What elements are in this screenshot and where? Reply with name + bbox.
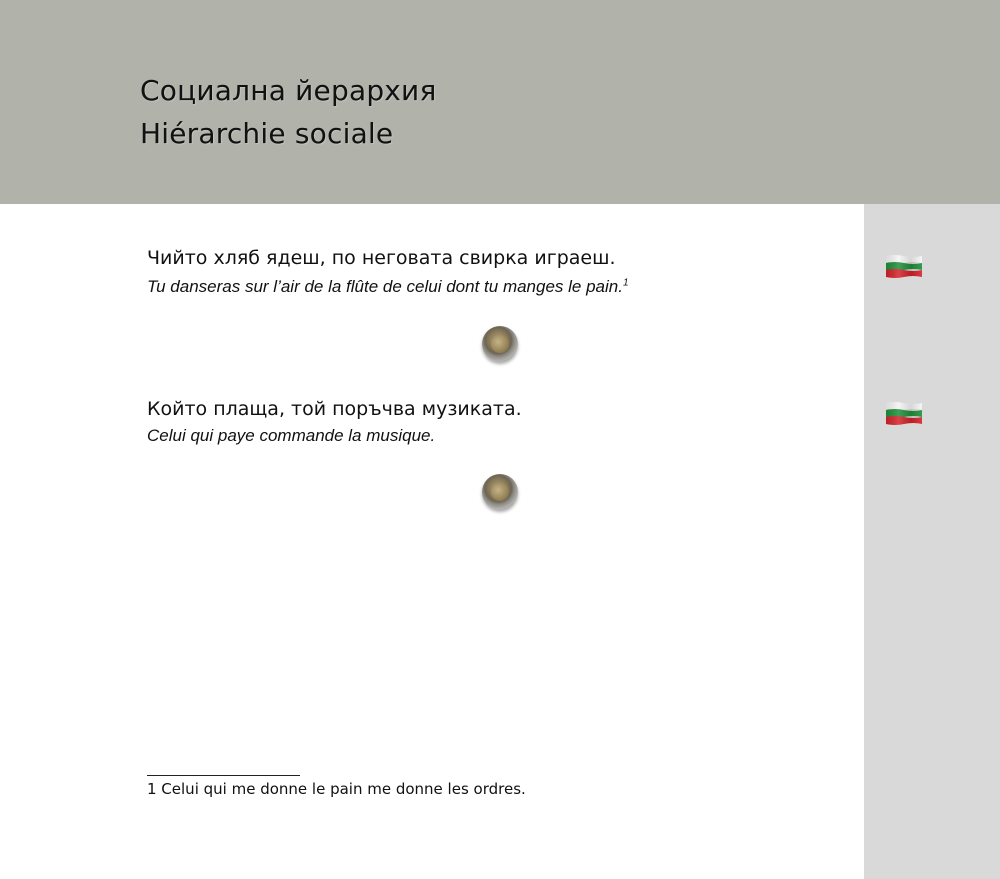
footnote-divider — [147, 775, 300, 776]
page-header — [0, 0, 1000, 204]
page-title-french: Hiérarchie sociale — [140, 117, 394, 150]
bulgaria-flag-icon — [885, 254, 923, 278]
proverb-2-french: Celui qui paye commande la musique. — [147, 426, 436, 445]
proverb-1-bulgarian: Чийто хляб ядеш, по неговата свирка играеш. — [147, 247, 616, 269]
proverb-1-french-text: Tu danseras sur l’air de la flûte de celui dont tu manges le pain. — [147, 277, 623, 296]
footnote: 1 Celui qui me donne le pain me donne les ordres. — [147, 780, 526, 798]
footnote-reference: 1 — [622, 277, 629, 289]
bulgaria-flag-icon — [885, 401, 923, 425]
page-title-bulgarian: Социална йерархия — [140, 74, 437, 107]
coin-icon — [482, 474, 518, 510]
proverb-2-bulgarian: Който плаща, той поръчва музиката. — [147, 398, 522, 420]
side-strip — [864, 204, 1000, 879]
coin-icon — [482, 326, 518, 362]
proverb-1-french — [147, 277, 629, 297]
